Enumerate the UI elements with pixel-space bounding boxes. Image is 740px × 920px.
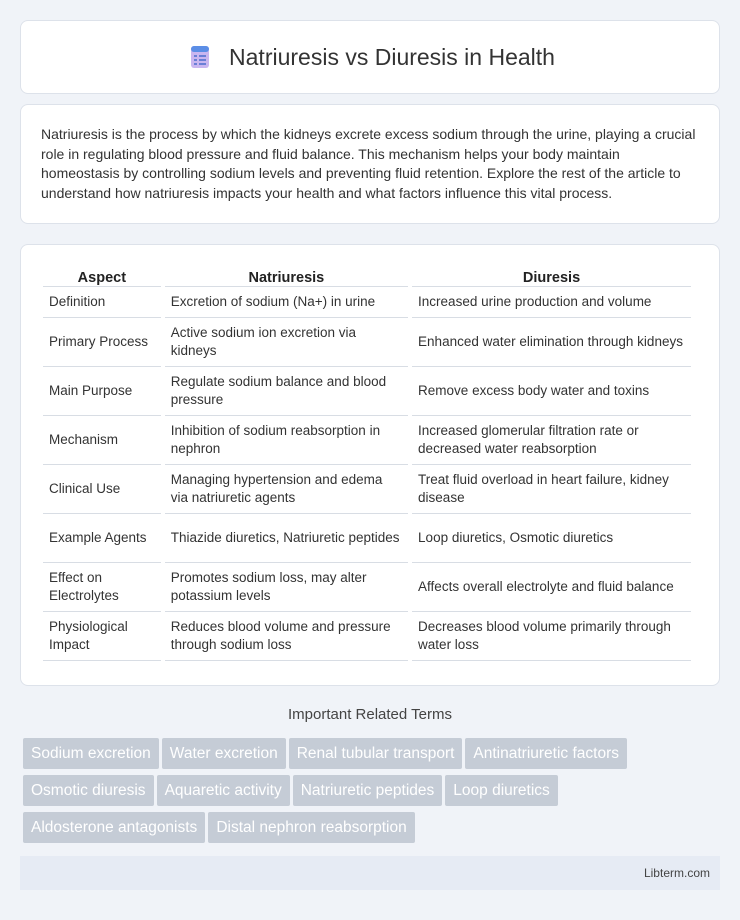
table-row — [43, 416, 691, 465]
row-natriuresis: Inhibition of sodium reabsorption in nephron — [165, 416, 408, 465]
row-diuresis: Loop diuretics, Osmotic diuretics — [412, 514, 691, 563]
row-aspect: Mechanism — [43, 416, 161, 465]
row-aspect: Definition — [43, 287, 161, 318]
header-natriuresis: Natriuresis — [165, 265, 408, 287]
header-card — [20, 20, 720, 94]
related-term-tag[interactable]: Water excretion — [162, 738, 286, 769]
related-term-tag[interactable]: Distal nephron reabsorption — [208, 812, 414, 843]
related-term-tag[interactable]: Antinatriuretic factors — [465, 738, 627, 769]
row-diuresis: Treat fluid overload in heart failure, kidney disease — [412, 465, 691, 514]
comparison-table-card — [20, 244, 720, 686]
row-natriuresis: Regulate sodium balance and blood pressure — [165, 367, 408, 416]
row-diuresis: Increased urine production and volume — [412, 287, 691, 318]
row-natriuresis: Managing hypertension and edema via natriuretic agents — [165, 465, 408, 514]
row-natriuresis: Active sodium ion excretion via kidneys — [165, 318, 408, 367]
row-aspect: Effect on Electrolytes — [43, 563, 161, 612]
related-terms-list — [23, 738, 723, 849]
row-aspect: Main Purpose — [43, 367, 161, 416]
row-aspect: Physiological Impact — [43, 612, 161, 661]
footer — [20, 856, 720, 890]
comparison-table — [39, 265, 695, 661]
row-diuresis: Decreases blood volume primarily through water loss — [412, 612, 691, 661]
table-row — [43, 367, 691, 416]
row-natriuresis: Reduces blood volume and pressure through sodium loss — [165, 612, 408, 661]
intro-text: Natriuresis is the process by which the kidneys excrete excess sodium through the urine, playing a crucial role in regulating blood pressure and fluid balance. This mechanism helps your body maintain homeostasis by controlling sodium levels and preventing fluid retention. Explore the rest of the article to understand how natriuresis impacts your health and what factors influence this vital process. — [41, 126, 696, 201]
row-natriuresis: Thiazide diuretics, Natriuretic peptides — [165, 514, 408, 563]
table-row — [43, 563, 691, 612]
row-diuresis: Enhanced water elimination through kidneys — [412, 318, 691, 367]
footer-site-link[interactable]: Libterm.com — [643, 866, 710, 880]
row-natriuresis: Excretion of sodium (Na+) in urine — [165, 287, 408, 318]
document-icon — [185, 42, 215, 72]
table-header-row — [43, 265, 691, 287]
row-aspect: Example Agents — [43, 514, 161, 563]
related-term-tag[interactable]: Natriuretic peptides — [293, 775, 443, 806]
related-terms-title: Important Related Terms — [288, 706, 452, 723]
related-term-tag[interactable]: Sodium excretion — [23, 738, 159, 769]
table-row — [43, 514, 691, 563]
related-term-tag[interactable]: Renal tubular transport — [289, 738, 463, 769]
table-row — [43, 612, 691, 661]
intro-card — [20, 104, 720, 224]
row-natriuresis: Promotes sodium loss, may alter potassium levels — [165, 563, 408, 612]
related-term-tag[interactable]: Aquaretic activity — [157, 775, 290, 806]
table-row — [43, 465, 691, 514]
table-row — [43, 318, 691, 367]
related-term-tag[interactable]: Osmotic diuresis — [23, 775, 154, 806]
table-row — [43, 287, 691, 318]
header-diuresis: Diuresis — [412, 265, 691, 287]
row-aspect: Clinical Use — [43, 465, 161, 514]
related-term-tag[interactable]: Aldosterone antagonists — [23, 812, 205, 843]
related-term-tag[interactable]: Loop diuretics — [445, 775, 558, 806]
row-diuresis: Increased glomerular filtration rate or decreased water reabsorption — [412, 416, 691, 465]
row-diuresis: Remove excess body water and toxins — [412, 367, 691, 416]
row-aspect: Primary Process — [43, 318, 161, 367]
row-diuresis: Affects overall electrolyte and fluid balance — [412, 563, 691, 612]
page-title: Natriuresis vs Diuresis in Health — [229, 43, 555, 70]
header-aspect: Aspect — [43, 265, 161, 287]
